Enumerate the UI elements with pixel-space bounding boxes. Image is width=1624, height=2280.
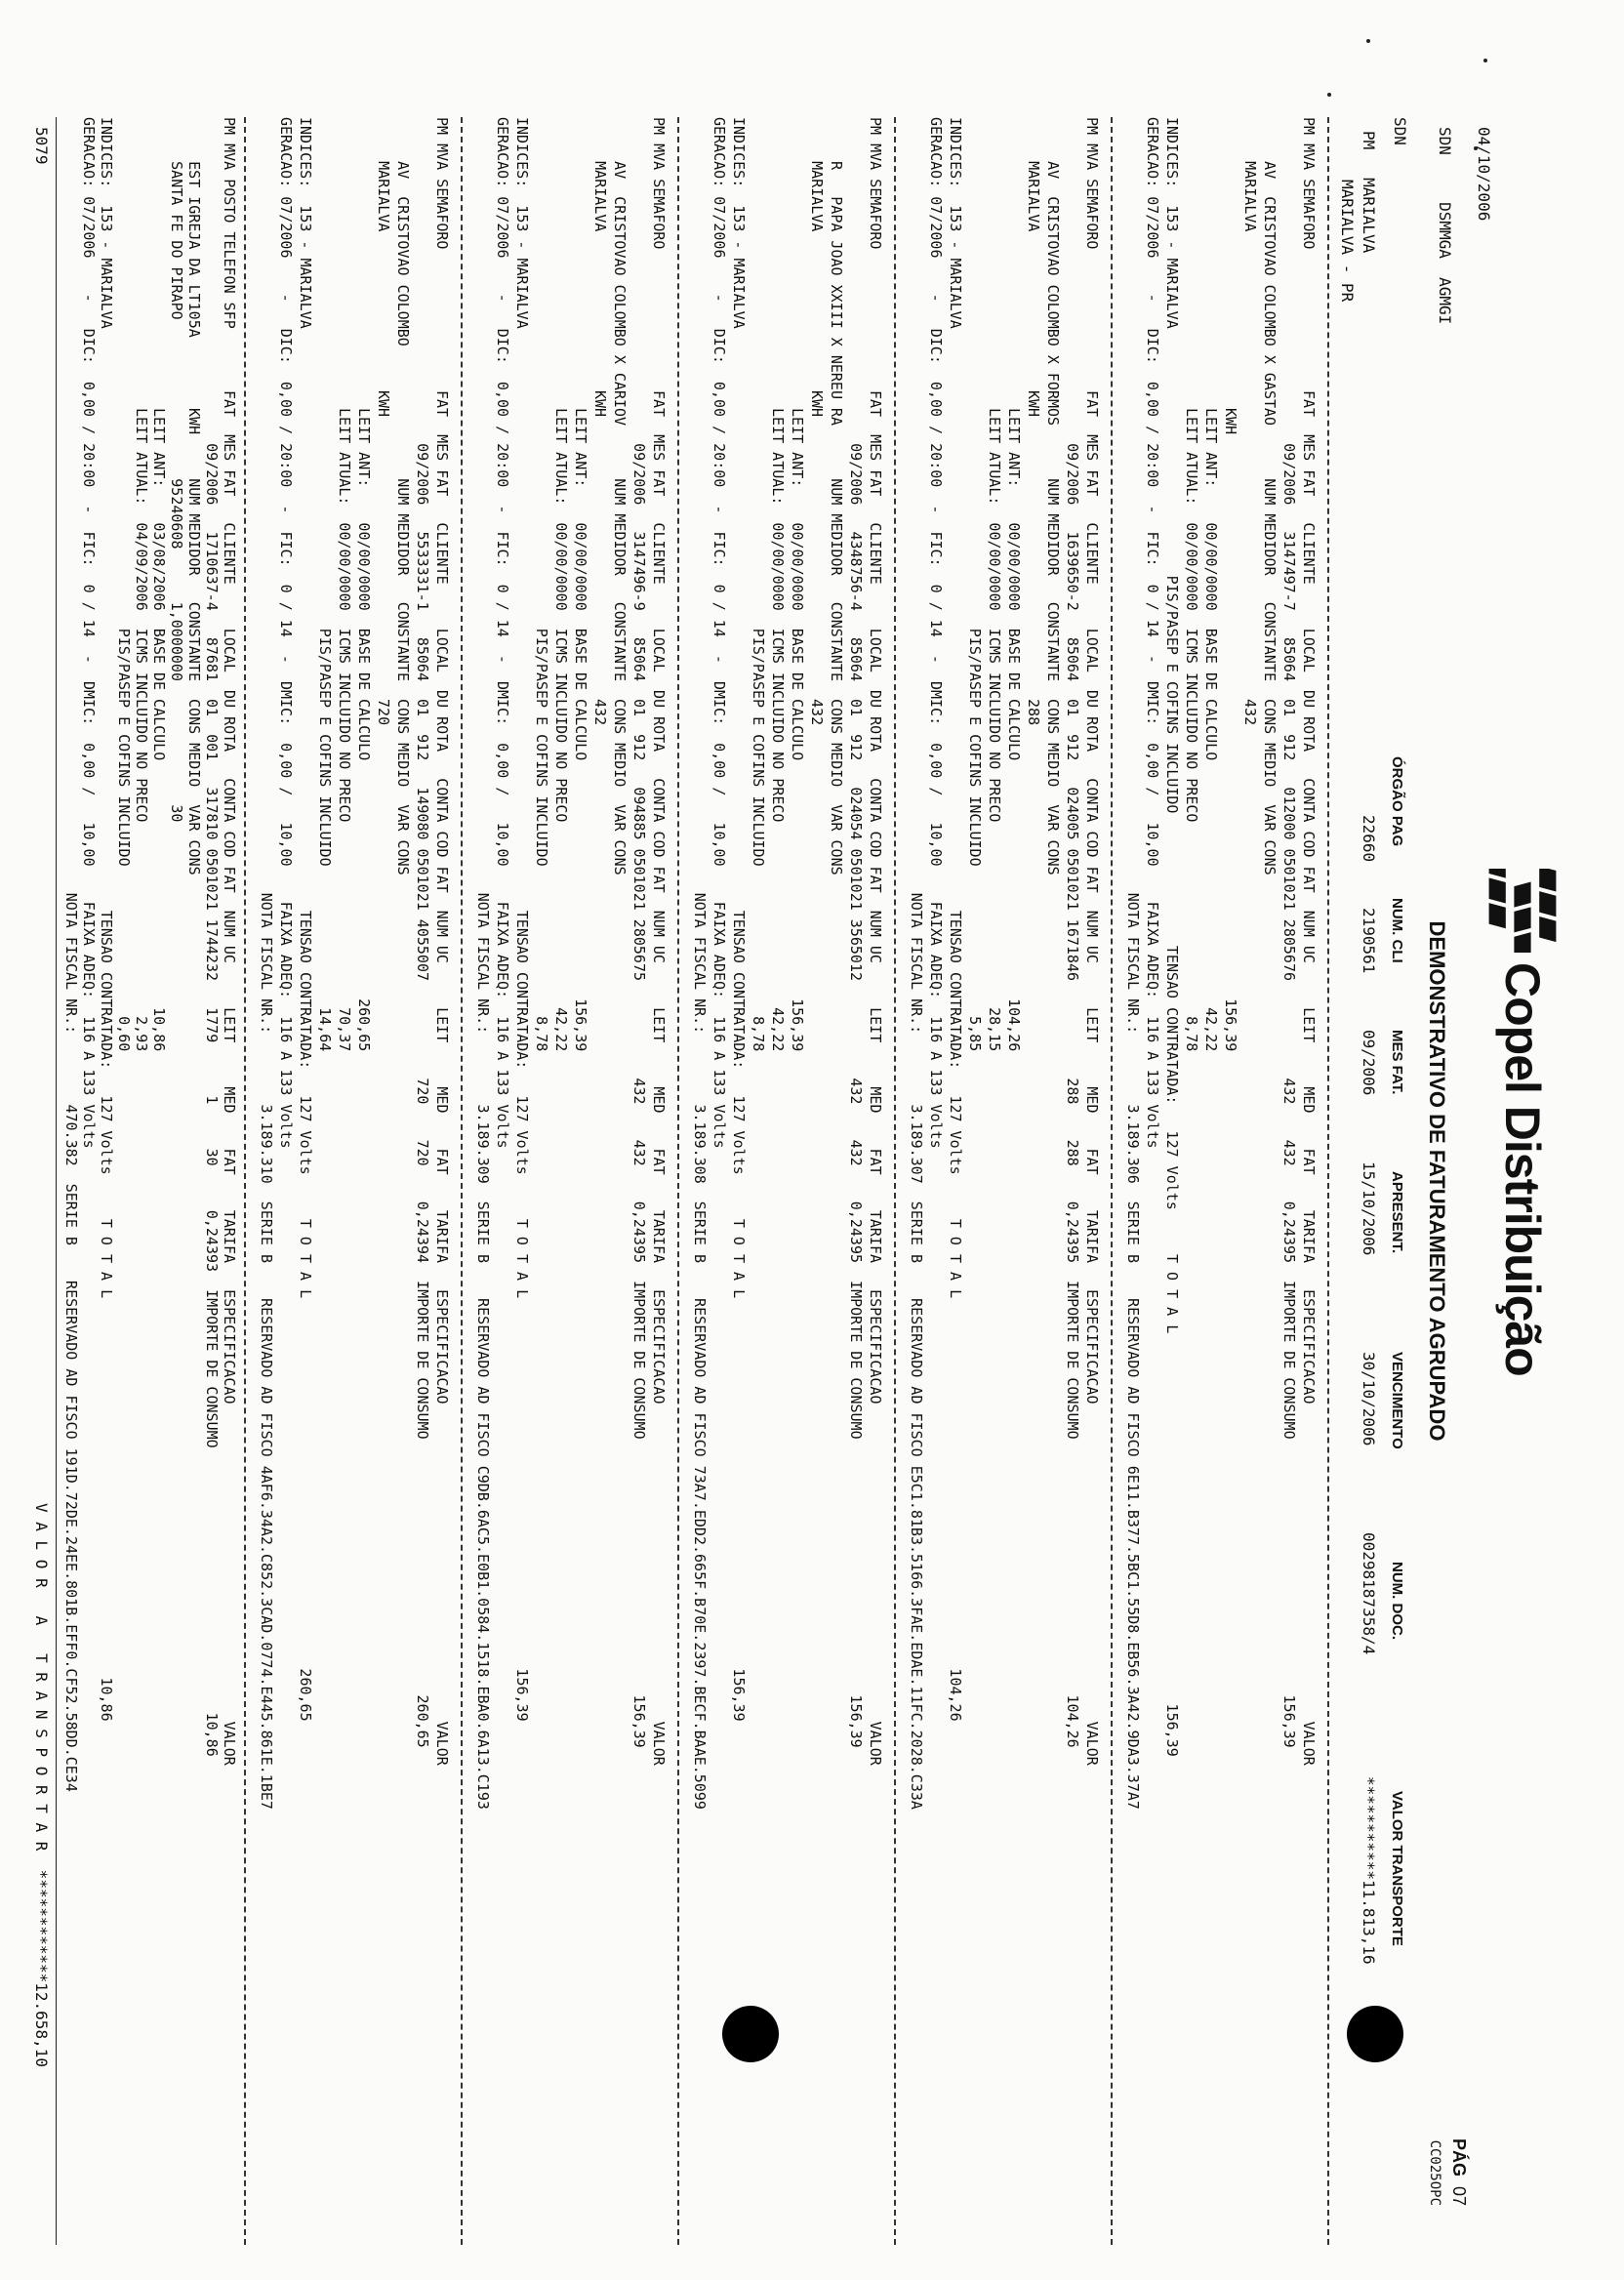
record-line-4: MARIALVA KWH 432 <box>808 117 826 726</box>
billing-record <box>1087 117 1318 2245</box>
record-line-5: LEIT ANT: 00/00/0000 BASE DE CALCULO 156,39 <box>789 117 806 1052</box>
record-line-3: AV CRISTOVAO COLOMBO X CARIOV NUM MEDIDOR CONSTANTE CONS MEDIO VAR CONS <box>611 117 629 875</box>
record-line-2: 09/2006 3147496-9 85064 01 912 094885 0501021 2805675 432 432 0,24395 IMPORTE DE CONSUMO 156,39 <box>630 117 648 1748</box>
record-line-3: AV CRISTOVAO COLOMBO X GASTAO NUM MEDIDOR CONSTANTE CONS MEDIO VAR CONS <box>1261 117 1279 875</box>
col-orgao-pag: ÓRGÃO PAG <box>1389 756 1405 847</box>
record-line-8: INDICES: 153 - MARIALVA PIS/PASEP E COFINS INCLUIDO TENSAO CONTRATADA: 127 Volts T O T A L 156,39 <box>1163 117 1181 1757</box>
col-num-cli: NUM. CLI <box>1389 898 1405 963</box>
footer-valor-transportar: V A L O R A T R A N S P O R T A R ************12.658,10 <box>32 1503 51 2067</box>
record-line-4: MARIALVA KWH 432 <box>591 117 609 726</box>
copel-logo-icon <box>1481 869 1564 953</box>
record-line-4: MARIALVA KWH 720 <box>375 117 392 726</box>
record-line-2: 09/2006 1639650-2 85064 01 912 024005 0501021 1671846 288 288 0,24395 IMPORTE DE CONSUMO 104,26 <box>1064 117 1081 1748</box>
record-line-4: SANTA FE DO PIRAPO 95240608 1,0000000 30 <box>168 117 185 823</box>
separator <box>244 117 246 2245</box>
record-line-2: 09/2006 3147497-7 85064 01 912 012000 0501021 2805676 432 432 0,24395 IMPORTE DE CONSUMO 156,39 <box>1280 117 1298 1748</box>
record-line-1: PM MVA POSTO TELEFON SFP FAT MES FAT CLIENTE LOCAL DU ROTA CONTA COD FAT NUM UC LEIT MED FAT TARIFA ESPECIFICACAO VALOR <box>221 117 238 1766</box>
record-line-8: INDICES: 153 - MARIALVA TENSAO CONTRATADA: 127 Volts T O T A L 10,86 <box>98 117 115 1722</box>
record-line-6: LEIT ANT: 00/00/0000 BASE DE CALCULO 42,22 <box>1202 117 1220 1052</box>
record-line-7: LEIT ATUAL: 00/00/0000 ICMS INCLUIDO NO PRECO 8,78 <box>1183 117 1200 1052</box>
record-line-1: PM MVA SEMAFORO FAT MES FAT CLIENTE LOCAL DU ROTA CONTA COD FAT NUM UC LEIT MED FAT TARIFA ESPECIFICACAO VALOR <box>1083 117 1101 1766</box>
record-line-9: GERACAO: 07/2006 - DIC: 0,00 / 20:00 - FIC: 0 / 14 - DMIC: 0,00 / 10,00 FAIXA ADEQ: 116 A 133 Volts <box>80 117 98 1149</box>
record-line-9: GERACAO: 07/2006 - DIC: 0,00 / 20:00 - FIC: 0 / 14 - DMIC: 0,00 / 10,00 FAIXA ADEQ: 116 A 133 Volts <box>927 117 945 1149</box>
speck <box>1483 59 1487 62</box>
page-number: 07 <box>1449 2185 1469 2206</box>
record-line-10: NOTA FISCAL NR.: 3.189.310 SERIE B RESERVADO AD FISCO 4AF6.34A2.C852.3CAD.0774.E445.861E.1BE7 <box>258 117 275 1810</box>
footer-doc-id: 5079 <box>32 127 51 165</box>
val-num-doc: 00298187358/4 <box>1360 1532 1378 1655</box>
record-line-1: PM MVA SEMAFORO FAT MES FAT CLIENTE LOCAL DU ROTA CONTA COD FAT NUM UC LEIT MED FAT TARIFA ESPECIFICACAO VALOR <box>650 117 668 1766</box>
record-line-7: PIS/PASEP E COFINS INCLUIDO 5,85 <box>966 117 984 1052</box>
record-line-5: LEIT ANT: 00/00/0000 BASE DE CALCULO 260,65 <box>355 117 373 1052</box>
record-line-8: INDICES: 153 - MARIALVA TENSAO CONTRATADA: 127 Volts T O T A L 156,39 <box>513 117 531 1722</box>
record-line-7: PIS/PASEP E COFINS INCLUIDO 8,78 <box>750 117 767 1052</box>
summary-values <box>1355 117 1378 2245</box>
page-indicator <box>1448 2138 1469 2206</box>
val-mes-fat: 09/2006 <box>1360 1030 1378 1096</box>
record-line-8: INDICES: 153 - MARIALVA TENSAO CONTRATADA: 127 Volts T O T A L 156,39 <box>730 117 748 1722</box>
rotated-report <box>20 117 1601 2245</box>
record-line-7: PIS/PASEP E COFINS INCLUIDO 0,60 <box>115 117 133 1052</box>
logo-text: Copel Distribuição <box>1495 962 1550 1376</box>
record-line-6: LEIT ATUAL: 00/00/0000 ICMS INCLUIDO NO PRECO 28,15 <box>986 117 1003 1052</box>
record-line-10: NOTA FISCAL NR.: 470.382 SERIE B RESERVADO AD FISCO 191D.72DE.24EE.801B.EFF0.CF52.58DD.CE34 <box>62 117 80 1792</box>
report-date: 04/10/2006 <box>1475 127 1493 222</box>
speck <box>1366 39 1370 43</box>
record-line-8: INDICES: 153 - MARIALVA TENSAO CONTRATADA: 127 Volts T O T A L 260,65 <box>297 117 314 1722</box>
summary-sdn: SDN <box>1391 117 1409 145</box>
record-line-5: LEIT ANT: 00/00/0000 BASE DE CALCULO 156,39 <box>572 117 589 1052</box>
record-line-2: 09/2006 4348756-4 85064 01 912 024054 0501021 3565012 432 432 0,24395 IMPORTE DE CONSUMO 156,39 <box>847 117 865 1748</box>
record-line-7: PIS/PASEP E COFINS INCLUIDO 14,64 <box>316 117 334 1052</box>
record-line-9: GERACAO: 07/2006 - DIC: 0,00 / 20:00 - FIC: 0 / 14 - DMIC: 0,00 / 10,00 FAIXA ADEQ: 116 A 133 Volts <box>710 117 728 1149</box>
record-line-9: GERACAO: 07/2006 - DIC: 0,00 / 20:00 - FIC: 0 / 14 - DMIC: 0,00 / 10,00 FAIXA ADEQ: 116 A 133 Volts <box>277 117 295 1149</box>
record-line-3: AV CRISTOVAO COLOMBO X FORMOS NUM MEDIDOR CONSTANTE CONS MEDIO VAR CONS <box>1044 117 1062 875</box>
col-vencimento: VENCIMENTO <box>1389 1352 1405 1449</box>
record-line-6: LEIT ATUAL: 04/09/2006 ICMS INCLUIDO NO PRECO 2,93 <box>133 117 150 1052</box>
separator <box>1111 117 1113 2245</box>
record-line-1: PM MVA SEMAFORO FAT MES FAT CLIENTE LOCAL DU ROTA CONTA COD FAT NUM UC LEIT MED FAT TARIFA ESPECIFICACAO VALOR <box>867 117 884 1766</box>
record-line-6: LEIT ATUAL: 00/00/0000 ICMS INCLUIDO NO PRECO 42,22 <box>552 117 570 1052</box>
billing-record <box>221 117 451 2245</box>
report-sdn-row: SDN DSMMGA AGMGI <box>1436 127 1454 325</box>
billing-record <box>437 117 668 2245</box>
val-valor-transporte: ***********11.813,16 <box>1360 1776 1378 1965</box>
report-title: DEMONSTRATIVO DE FATURAMENTO AGRUPADO <box>1425 920 1449 1442</box>
record-line-6: LEIT ATUAL: 00/00/0000 ICMS INCLUIDO NO PRECO 42,22 <box>769 117 787 1052</box>
val-apresent: 15/10/2006 <box>1360 1161 1378 1256</box>
col-apresent: APRESENT. <box>1389 1171 1405 1254</box>
record-line-5: LEIT ANT: 03/08/2006 BASE DE CALCULO 10,86 <box>150 117 168 1052</box>
val-vencimento: 30/10/2006 <box>1360 1352 1378 1446</box>
separator <box>1327 117 1329 2245</box>
billing-record <box>654 117 884 2245</box>
record-line-5: LEIT ANT: 00/00/0000 BASE DE CALCULO 104,26 <box>1005 117 1023 1052</box>
record-line-10: NOTA FISCAL NR.: 3.189.308 SERIE B RESERVADO AD FISCO 73A7.EDD2.665F.B70E.2397.BECF.BAAE.5099 <box>691 117 709 1810</box>
record-line-3: AV CRISTOVAO COLOMBO NUM MEDIDOR CONSTANTE CONS MEDIO VAR CONS <box>394 117 412 875</box>
record-line-2: 09/2006 5533331-1 85064 01 912 149080 0501021 4055007 720 720 0,24394 IMPORTE DE CONSUMO 260,65 <box>414 117 431 1748</box>
col-num-doc: NUM. DOC. <box>1389 1562 1405 1640</box>
report-code: CC025OPC <box>1427 2139 1442 2206</box>
summary-column-headers <box>1382 117 1405 2245</box>
speck <box>1327 93 1331 97</box>
record-line-9: GERACAO: 07/2006 - DIC: 0,00 / 20:00 - FIC: 0 / 14 - DMIC: 0,00 / 10,00 FAIXA ADEQ: 116 A 133 Volts <box>1144 117 1161 1149</box>
summary-pm-line1: PM MARIALVA <box>1360 131 1378 254</box>
val-num-cli: 2190561 <box>1360 908 1378 974</box>
summary-pm-line2: MARIALVA - PR <box>1338 180 1357 303</box>
footer-rule <box>56 117 57 2245</box>
billing-record <box>871 117 1101 2245</box>
copel-logo <box>1474 869 1571 1376</box>
separator <box>677 117 679 2245</box>
separator <box>461 117 463 2245</box>
col-mes-fat: MES FAT. <box>1389 1030 1405 1095</box>
record-line-1: PM MVA SEMAFORO FAT MES FAT CLIENTE LOCAL DU ROTA CONTA COD FAT NUM UC LEIT MED FAT TARIFA ESPECIFICACAO VALOR <box>433 117 451 1766</box>
record-line-7: PIS/PASEP E COFINS INCLUIDO 8,78 <box>533 117 550 1052</box>
record-line-6: LEIT ATUAL: 00/00/0000 ICMS INCLUIDO NO PRECO 70,37 <box>336 117 353 1052</box>
page-label: PÁG <box>1449 2138 1469 2177</box>
record-line-2: 09/2006 1710637-4 87681 01 001 317810 0501021 1744232 1779 1 30 0,24393 IMPORTE DE CONSUMO 10,86 <box>203 117 221 1757</box>
record-line-10: NOTA FISCAL NR.: 3.189.307 SERIE B RESERVADO AD FISCO E5C1.81B3.5166.3FAE.EDAE.11FC.2028.C33A <box>908 117 925 1810</box>
record-line-10: NOTA FISCAL NR.: 3.189.309 SERIE B RESERVADO AD FISCO C9DB.6AC5.E0B1.0584.1518.EBA0.6A13.C193 <box>474 117 492 1810</box>
record-line-4: MARIALVA 432 <box>1241 117 1259 726</box>
record-line-9: GERACAO: 07/2006 - DIC: 0,00 / 20:00 - FIC: 0 / 14 - DMIC: 0,00 / 10,00 FAIXA ADEQ: 116 A 133 Volts <box>494 117 511 1149</box>
record-line-10: NOTA FISCAL NR.: 3.189.306 SERIE B RESERVADO AD FISCO 6E11.B377.5BC1.55D8.EB56.3A42.9DA3.37A7 <box>1124 117 1142 1810</box>
record-line-3: EST IGREJA DA LT105A KWH NUM MEDIDOR CONSTANTE CONS MEDIO VAR CONS <box>185 117 203 875</box>
record-line-4: MARIALVA KWH 288 <box>1025 117 1042 726</box>
record-line-3: R PAPA JOAO XXIII X NEREU RA NUM MEDIDOR CONSTANTE CONS MEDIO VAR CONS <box>828 117 845 875</box>
record-line-8: INDICES: 153 - MARIALVA TENSAO CONTRATADA: 127 Volts T O T A L 104,26 <box>947 117 964 1722</box>
record-line-5: KWH 156,39 <box>1222 117 1239 1052</box>
val-orgao-pag: 22660 <box>1360 815 1378 863</box>
record-line-1: PM MVA SEMAFORO FAT MES FAT CLIENTE LOCAL DU ROTA CONTA COD FAT NUM UC LEIT MED FAT TARIFA ESPECIFICACAO VALOR <box>1300 117 1318 1766</box>
separator <box>894 117 896 2245</box>
col-valor-transporte: VALOR TRANSPORTE <box>1389 1791 1405 1946</box>
